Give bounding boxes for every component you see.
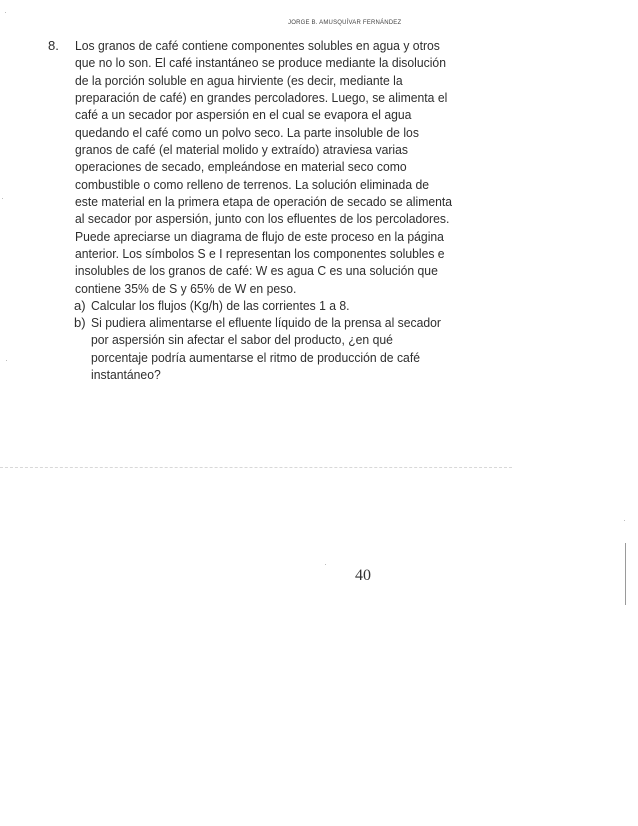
text-line: por aspersión sin afectar el sabor del producto, ¿en qué <box>91 332 393 348</box>
problem-statement <box>75 37 453 297</box>
text-line: al secador por aspersión, junto con los efluentes de los percoladores. <box>75 211 450 227</box>
subquestion-letter: b) <box>74 315 86 330</box>
text-line: anterior. Los símbolos S e I representan los componentes solubles e <box>75 246 445 262</box>
text-line: instantáneo? <box>91 367 161 383</box>
scan-artifact-line <box>0 467 512 468</box>
text-line: Si pudiera alimentarse el efluente líquido de la prensa al secador <box>91 315 441 330</box>
text-line: café a un secador por aspersión en el cual se evapora el agua <box>75 107 412 123</box>
running-header: JORGE B. AMUSQUÍVAR FERNÁNDEZ <box>288 20 402 26</box>
text-line: Puede apreciarse un diagrama de flujo de este proceso en la página <box>75 228 444 244</box>
text-line: de la porción soluble en agua hirviente (es decir, mediante la <box>75 72 403 88</box>
text-line: Los granos de café contiene componentes solubles en agua y otros <box>75 38 440 53</box>
scan-speck <box>2 198 3 199</box>
problem-number: 8. <box>48 38 59 53</box>
scan-speck <box>6 360 7 361</box>
page-number: 40 <box>355 567 371 584</box>
subquestion-text <box>91 314 446 383</box>
scan-speck <box>5 12 6 13</box>
text-line: Calcular los flujos (Kg/h) de las corrientes 1 a 8. <box>91 298 350 313</box>
scan-speck <box>325 564 326 565</box>
subquestion-text <box>91 297 446 314</box>
text-line: preparación de café) en grandes percoladores. Luego, se alimenta el <box>75 90 448 106</box>
text-line: que no lo son. El café instantáneo se produce mediante la disolución <box>75 55 446 71</box>
scan-speck <box>624 520 625 521</box>
scan-edge-mark <box>625 543 626 605</box>
text-line: porcentaje podría aumentarse el ritmo de producción de café <box>91 349 420 365</box>
text-line: contiene 35% de S y 65% de W en peso. <box>75 280 297 296</box>
text-line: insolubles de los granos de café: W es agua C es una solución que <box>75 263 438 279</box>
text-line: quedando el café como un polvo seco. La parte insoluble de los <box>75 124 419 140</box>
text-line: operaciones de secado, empleándose en material seco como <box>75 159 407 175</box>
subquestion-letter: a) <box>74 298 86 313</box>
text-line: este material en la primera etapa de operación de secado se alimenta <box>75 194 453 210</box>
text-line: combustible o como relleno de terrenos. La solución eliminada de <box>75 176 430 192</box>
text-line: granos de café (el material molido y extraído) atraviesa varias <box>75 142 408 158</box>
